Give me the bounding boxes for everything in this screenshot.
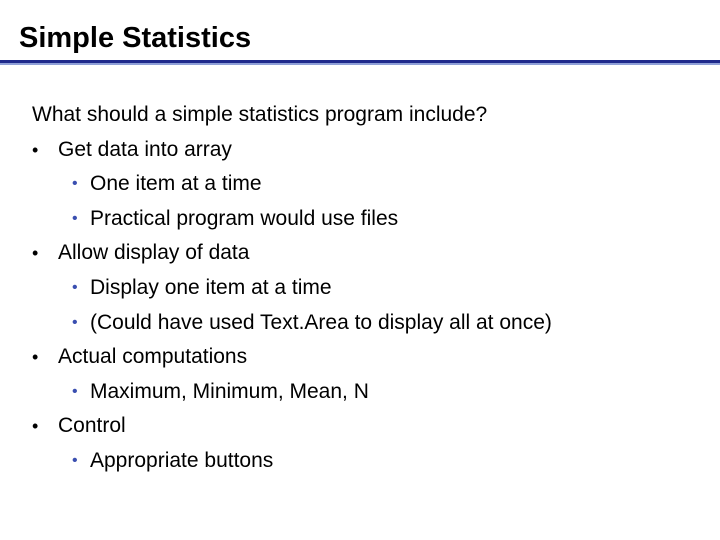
sub-bullet-icon: • — [72, 175, 78, 193]
sub-bullet-item — [0, 444, 720, 479]
sub-bullet-item — [0, 202, 720, 237]
title-underline-shadow — [0, 63, 720, 65]
bullet-text: Control — [58, 414, 126, 438]
sub-bullet-text: Maximum, Minimum, Mean, N — [90, 379, 369, 403]
bullet-item — [0, 340, 720, 375]
sub-bullet-text: Practical program would use files — [90, 206, 399, 230]
sub-bullet-text: (Could have used Text.Area to display all at once) — [90, 310, 552, 334]
bullet-text: Get data into array — [58, 137, 232, 161]
bullet-item — [0, 236, 720, 271]
sub-bullet-item — [0, 306, 720, 341]
sub-bullet-icon: • — [72, 382, 78, 400]
bullet-item — [0, 133, 720, 168]
slide-title: Simple Statistics — [19, 22, 252, 54]
bullet-item — [0, 409, 720, 444]
sub-bullet-item — [0, 167, 720, 202]
bullet-text: Allow display of data — [58, 241, 250, 265]
sub-bullet-text: One item at a time — [90, 172, 262, 196]
sub-bullet-icon: • — [72, 278, 78, 296]
sub-bullet-icon: • — [72, 209, 78, 227]
sub-bullet-icon: • — [72, 313, 78, 331]
bullet-icon: • — [32, 139, 39, 160]
sub-bullet-text: Appropriate buttons — [90, 448, 274, 472]
bullet-text: Actual computations — [58, 345, 248, 369]
sub-bullet-text: Display one item at a time — [90, 275, 332, 299]
bullet-icon: • — [32, 243, 39, 264]
bullet-icon: • — [32, 416, 39, 437]
sub-bullet-item — [0, 271, 720, 306]
bullet-icon: • — [32, 347, 39, 368]
intro-text: What should a simple statistics program include? — [32, 103, 488, 126]
sub-bullet-item — [0, 375, 720, 410]
sub-bullet-icon: • — [72, 451, 78, 469]
slide-body — [0, 98, 720, 479]
intro-line — [0, 98, 720, 133]
